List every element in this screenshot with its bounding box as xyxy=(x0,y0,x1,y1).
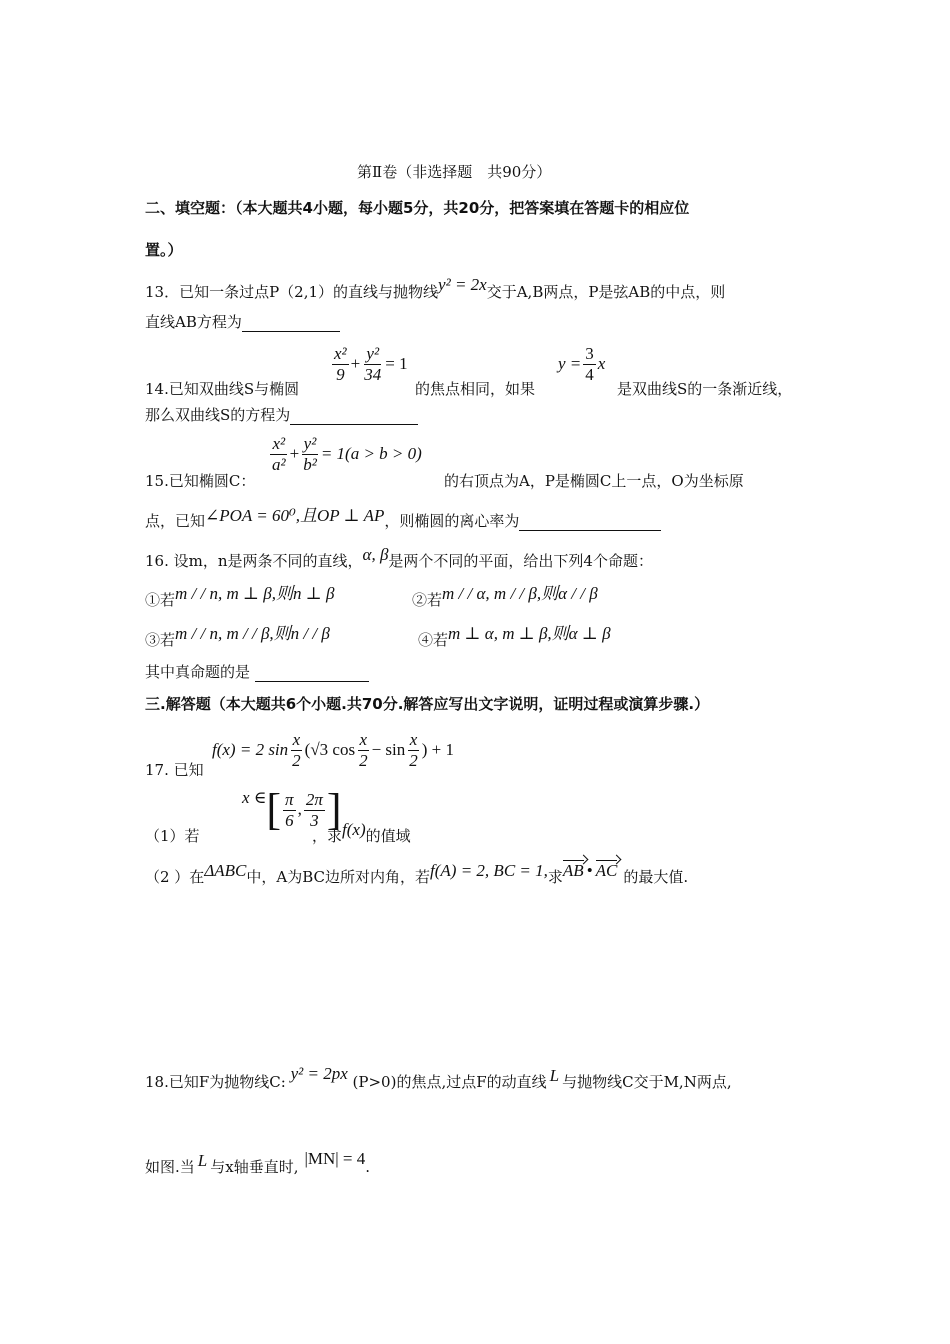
q15-line2-pre: 点，已知 xyxy=(145,512,206,530)
q17-half-num-1: x xyxy=(292,730,301,749)
q17-p2-tail: 的最大值. xyxy=(623,868,689,886)
q16-answer-line xyxy=(145,662,369,682)
q15-frac2-num: y² xyxy=(303,434,317,453)
q15-line2-post: ，则椭圆的离心率为 xyxy=(384,512,520,530)
q18-line2-mid: 与x轴垂直时, xyxy=(210,1158,299,1176)
q14-asym-num: 3 xyxy=(585,344,594,363)
q14-ellipse-formula: $\frac{\text{x²}}{9}$ + $\frac{\text{y²}}{34}$ = 1 xyxy=(334,344,408,384)
section-title: 第Ⅱ卷（非选择题 共90分） xyxy=(357,163,552,181)
q18-line2-pre: 如图.当 xyxy=(145,1158,195,1176)
q14-asymptote-formula xyxy=(558,344,605,385)
q13-line2-text: 直线AB方程为 xyxy=(145,313,242,331)
part2-heading-line2: 置。） xyxy=(145,241,183,259)
q18-formula: y² = 2px xyxy=(290,1064,348,1083)
q14-text3: 是双曲线S的一条渐近线， xyxy=(617,380,793,398)
q17-half-num-3: x xyxy=(409,730,418,749)
q16-opt3-formula: m / / n, m / / β,则n / / β xyxy=(175,624,330,643)
q15-frac1-num: x² xyxy=(272,434,286,453)
q17-p2-condition: f(A) = 2, BC = 1, xyxy=(430,861,548,880)
q18-text3: 与抛物线C交于M,N两点, xyxy=(562,1073,732,1091)
q17-mid1: (√3 cos xyxy=(304,740,356,759)
part3-heading: 三.解答题（本大题共6个小题.共70分.解答应写出文字说明，证明过程或演算步骤.） xyxy=(145,695,710,713)
q17-p1-a-den: 6 xyxy=(285,810,294,830)
q17-p1-b-num: 2π xyxy=(305,789,323,809)
q16-opt1-formula: m / / n, m ⊥ β,则n ⊥ β xyxy=(175,584,335,603)
q16-line1 xyxy=(145,545,653,571)
q17-half-den-2: 2 xyxy=(359,751,368,770)
q17-function-formula xyxy=(212,730,454,771)
q14-frac2-num: y² xyxy=(366,344,380,363)
q17-p1-label: （1）若 xyxy=(145,827,200,845)
q18-line-var: L xyxy=(549,1066,560,1085)
q17-f-lhs: f(x) = 2 sin xyxy=(212,740,289,759)
q16-opt1-label: ①若 xyxy=(145,591,176,609)
q16-planes: α, β xyxy=(362,545,389,564)
q17-half-den-3: 2 xyxy=(409,751,418,770)
q17-half-num-2: x xyxy=(359,730,368,749)
q17-p1-a-num: π xyxy=(285,789,294,809)
q14-answer-blank[interactable] xyxy=(290,408,418,425)
q16-opt3 xyxy=(145,624,330,650)
q17-p1-rest xyxy=(312,820,411,846)
q16-answer-blank[interactable] xyxy=(255,665,369,682)
q15-frac1-den: a² xyxy=(272,455,286,474)
q17-p2-vector-ac: AC xyxy=(595,861,618,880)
q14-asym-var: x xyxy=(597,354,606,373)
q17-p1-in: x ∈ xyxy=(242,788,267,807)
q16-opt2-label: ②若 xyxy=(412,591,443,609)
q17-p2-label: （2 ）在 xyxy=(145,868,205,886)
q16-opt4-label: ④若 xyxy=(418,631,449,649)
q16-text2: 是两个不同的平面，给出下列4个命题： xyxy=(388,552,653,570)
q18-line2-formula: |MN| = 4 xyxy=(304,1149,366,1168)
q15-line2 xyxy=(145,506,661,531)
q17-tail: ) + 1 xyxy=(421,740,454,759)
q16-text1: 16. 设m，n是两条不同的直线， xyxy=(145,552,363,570)
q18-text2: (P>0)的焦点,过点F的动直线 xyxy=(352,1073,547,1091)
q14-frac1-num: x² xyxy=(334,344,347,363)
q13-text1: 13．已知一条过点P（2,1）的直线与抛物线 xyxy=(145,283,439,301)
q15-line2-formula: ∠POA = 60⁰,且OP ⊥ AP xyxy=(205,506,385,525)
q13-line1 xyxy=(145,275,726,302)
q16-opt4-formula: m ⊥ α, m ⊥ β,则α ⊥ β xyxy=(448,624,611,643)
q14-line2-text: 那么双曲线S的方程为 xyxy=(145,406,291,424)
q18-line2-end: . xyxy=(365,1158,371,1176)
q17-label: 17. 已知 xyxy=(145,761,204,779)
q17-p1-interval: x ∈[ $\frac{\pi}{6}$ , $\frac{2\pi}{3}$ ] xyxy=(242,785,342,834)
q15-ellipse-formula: $\frac{\text{x²}}{\text{a²}}$ + $\frac{\text{y²}}{\text{b²}}$ = 1(a > b > 0) xyxy=(272,434,422,474)
q15-answer-blank[interactable] xyxy=(519,514,661,531)
q18-line2-var: L xyxy=(197,1151,208,1170)
q17-p1-fx: f(x) xyxy=(342,820,366,839)
q15-eq: = 1(a > b > 0) xyxy=(320,444,422,463)
q16-opt2 xyxy=(412,584,598,610)
q17-p2-vector-ab: AB xyxy=(562,861,584,880)
q15-frac2-den: b² xyxy=(303,455,317,474)
q17-p2-triangle: ΔABC xyxy=(204,861,247,880)
q14-frac1-den: 9 xyxy=(336,365,345,384)
q18-line1 xyxy=(145,1064,732,1092)
q14-frac2-den: 34 xyxy=(364,365,382,384)
q17-p2-dot: • xyxy=(586,861,593,880)
q13-answer-blank[interactable] xyxy=(242,315,340,332)
q17-p1-text: ，求 xyxy=(312,827,343,845)
q16-opt1 xyxy=(145,584,335,610)
q13-line2 xyxy=(145,312,340,332)
q17-p2-text2: 求 xyxy=(547,868,563,886)
q17-p2-text1: 中，A为BC边所对内角，若 xyxy=(246,868,431,886)
q14-eq: = 1 xyxy=(385,354,408,373)
q17-p2-line xyxy=(145,861,689,887)
q14-asym-den: 4 xyxy=(585,365,594,384)
q16-answer-label: 其中真命题的是 xyxy=(145,663,251,681)
part2-heading-line1: 二、填空题：（本大题共4小题，每小题5分，共20分，把答案填在答题卡的相应位 xyxy=(145,199,690,217)
q17-half-den-1: 2 xyxy=(292,751,301,770)
q14-asym-lhs: y = xyxy=(558,354,582,373)
q13-text2: 交于A,B两点，P是弦AB的中点，则 xyxy=(486,283,726,301)
q15-text1: 15.已知椭圆C： xyxy=(145,472,256,490)
q16-opt3-label: ③若 xyxy=(145,631,176,649)
q15-text2: 的右顶点为A，P是椭圆C上一点，O为坐标原 xyxy=(444,472,744,490)
q16-opt4 xyxy=(418,624,611,650)
q17-p1-b-den: 3 xyxy=(310,810,319,830)
q14-text2: 的焦点相同，如果 xyxy=(415,380,536,398)
q16-opt2-formula: m / / α, m / / β,则α / / β xyxy=(442,584,598,603)
q18-line2 xyxy=(145,1149,371,1177)
q17-p1-tail: 的值域 xyxy=(365,827,411,845)
q14-line2 xyxy=(145,405,418,425)
q17-mid2: − sin xyxy=(371,740,406,759)
q18-text1: 18.已知F为抛物线C: xyxy=(145,1073,286,1091)
q13-formula: y² = 2x xyxy=(438,275,487,294)
q14-text1: 14.已知双曲线S与椭圆 xyxy=(145,380,300,398)
